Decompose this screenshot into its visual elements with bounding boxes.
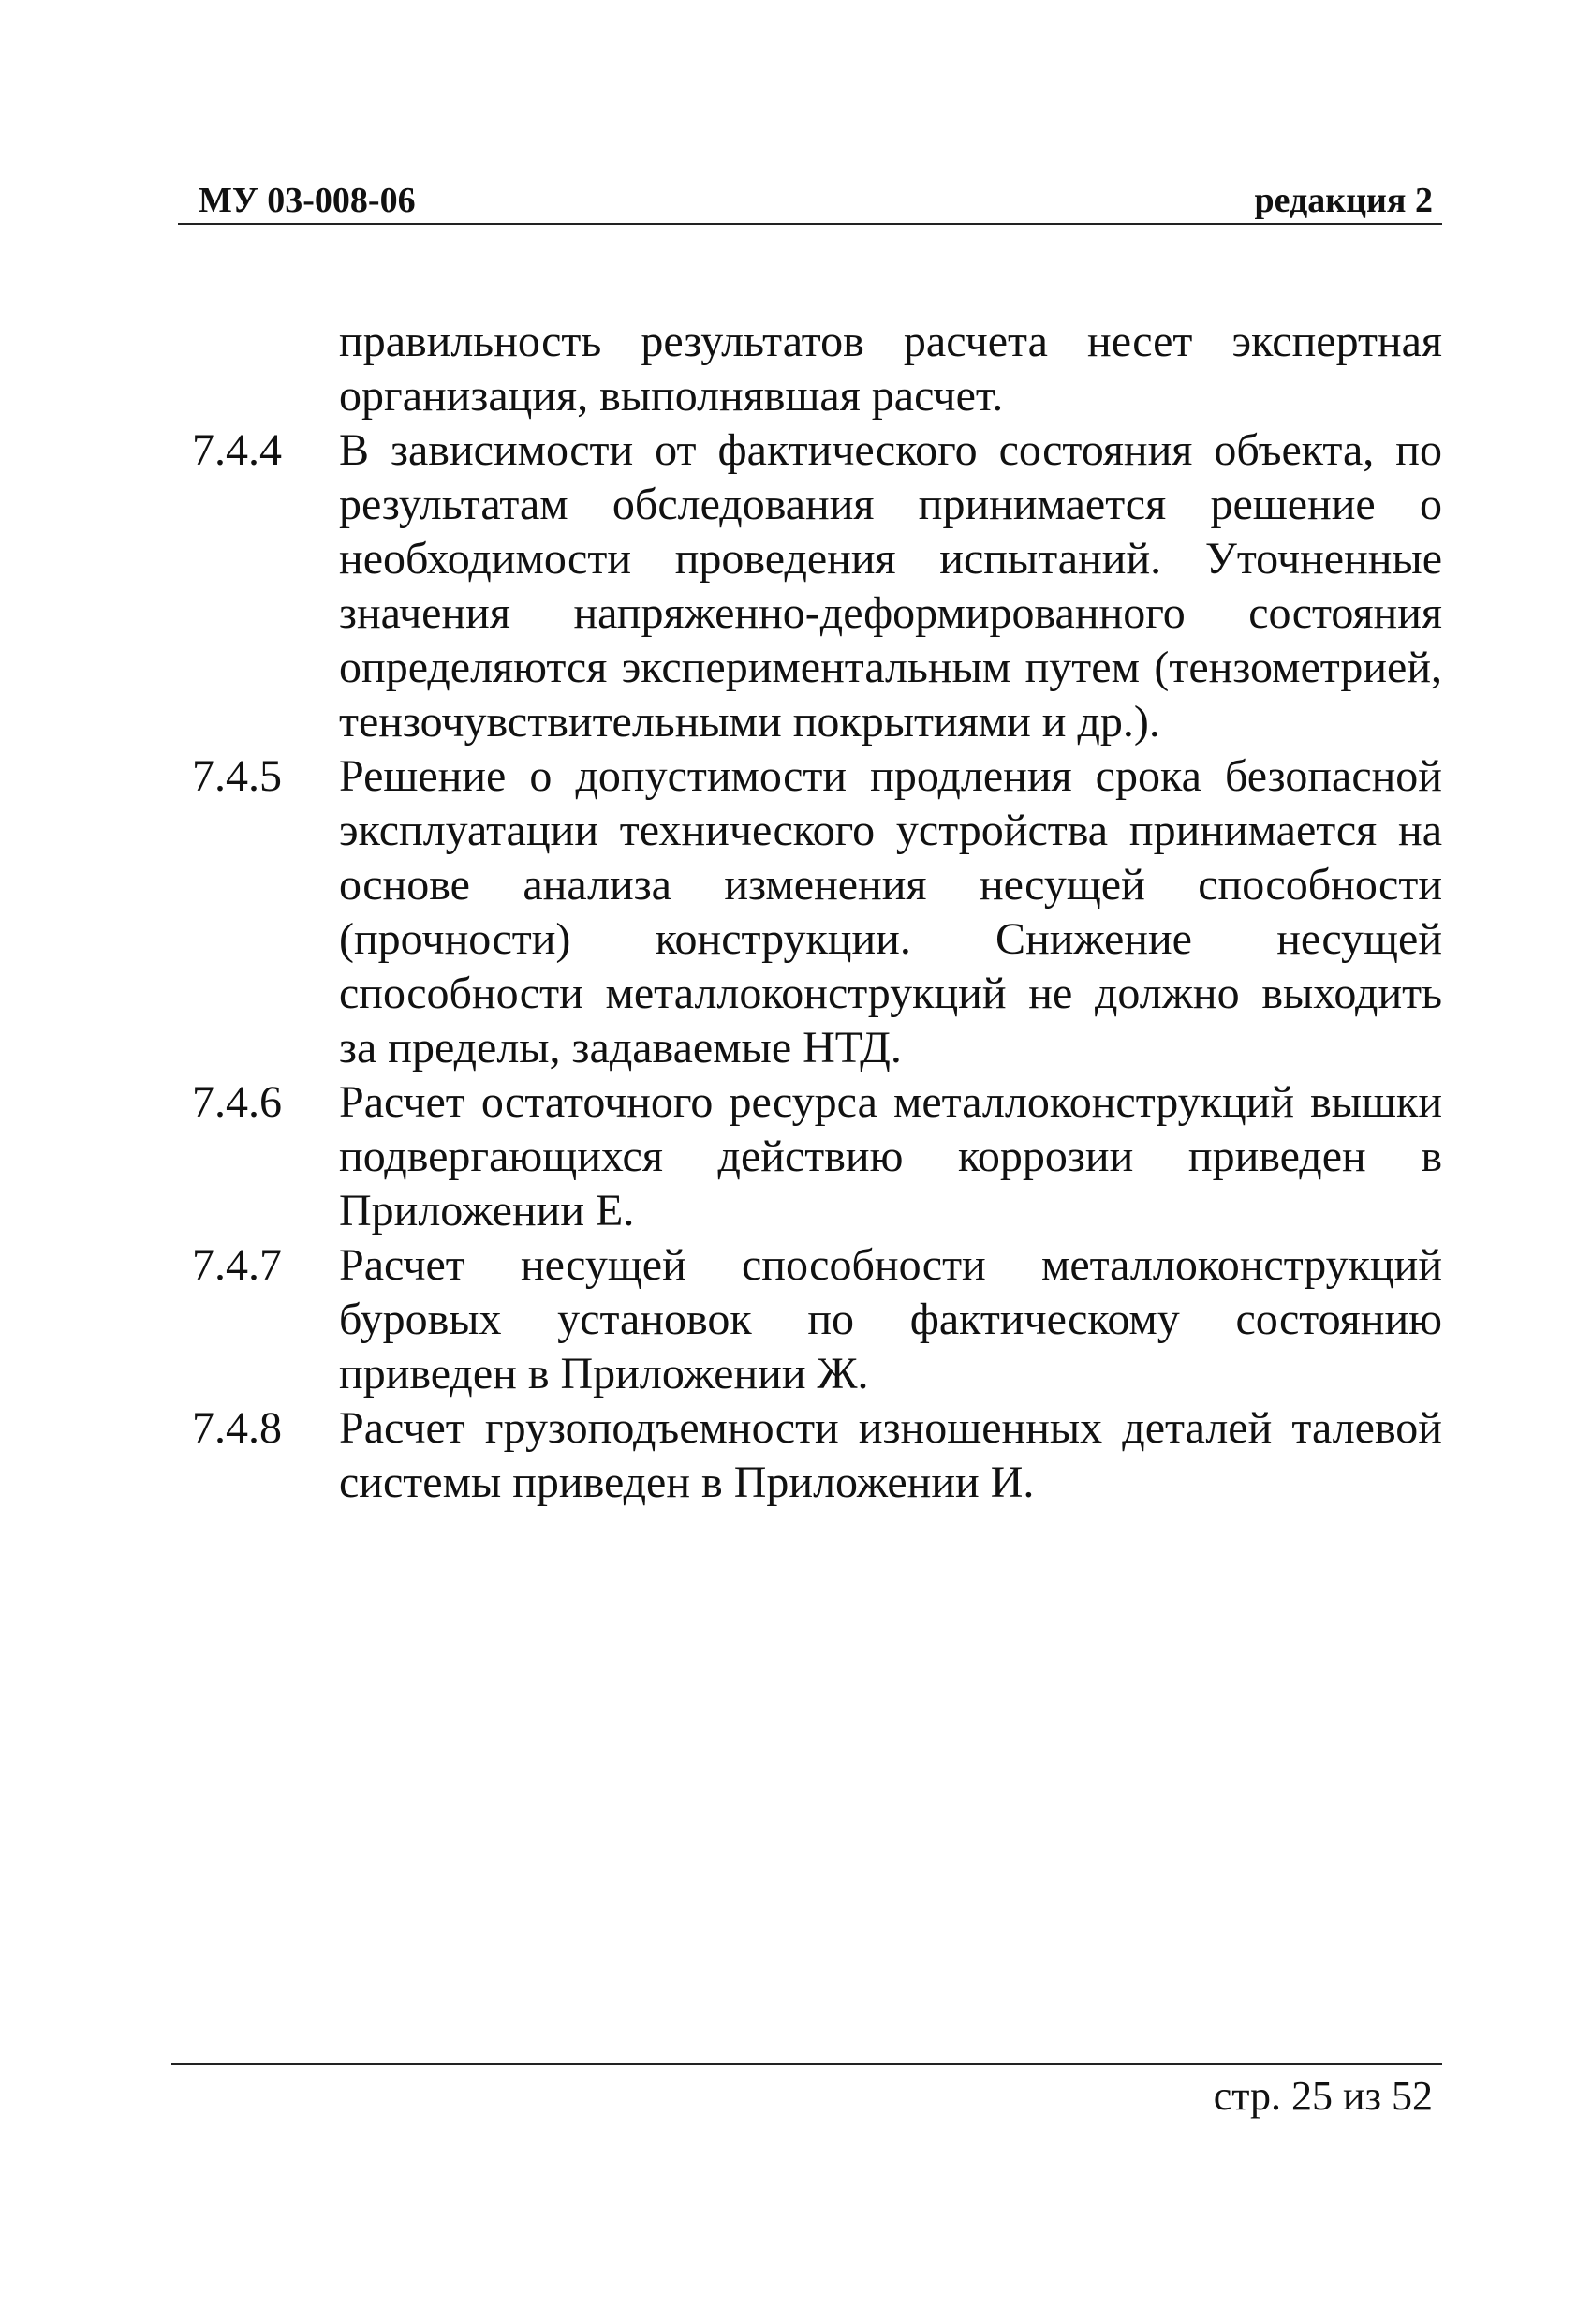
section-text: Расчет остаточного ресурса металлоконструкций вышки подвергающихся действию коррозии приведен в Приложении Е. bbox=[339, 1077, 1442, 1236]
edition-label: редакция 2 bbox=[1254, 181, 1433, 220]
page-number: стр. 25 из 52 bbox=[1213, 2073, 1433, 2119]
page-header bbox=[178, 178, 1442, 225]
section-number: 7.4.7 bbox=[192, 1240, 282, 1290]
intro-paragraph bbox=[192, 315, 1442, 423]
section-text: Расчет несущей способности металлоконструкций буровых установок по фактическому состоянию приведен в Приложении Ж. bbox=[339, 1240, 1442, 1399]
section-number: 7.4.6 bbox=[192, 1077, 282, 1127]
section-7-4-8 bbox=[192, 1401, 1442, 1510]
document-body bbox=[192, 315, 1442, 1510]
paragraph-text: правильность результатов расчета несет экспертная организация, выполнявшая расчет. bbox=[339, 317, 1442, 421]
section-text: Решение о допустимости продления срока безопасной эксплуатации технического устройства принимается на основе анализа изменения несущей способности (прочности) конструкции. Снижение несущей способности металлоконструкций не должно выходить за пределы, задаваемые НТД. bbox=[339, 751, 1442, 1073]
section-7-4-6 bbox=[192, 1075, 1442, 1238]
section-text: Расчет грузоподъемности изношенных деталей талевой системы приведен в Приложении И. bbox=[339, 1403, 1442, 1507]
section-number: 7.4.4 bbox=[192, 425, 282, 475]
section-number: 7.4.8 bbox=[192, 1403, 282, 1453]
footer-divider bbox=[171, 2063, 1442, 2065]
section-7-4-5 bbox=[192, 749, 1442, 1075]
section-7-4-7 bbox=[192, 1238, 1442, 1401]
section-number: 7.4.5 bbox=[192, 751, 282, 801]
document-code: МУ 03-008-06 bbox=[199, 181, 416, 220]
section-text: В зависимости от фактического состояния объекта, по результатам обследования принимается решение о необходимости проведения испытаний. Уточненные значения напряженно-деформированного состояния определяются экспериментальным путем (тензометрией, тензочувствительными покрытиями и др.). bbox=[339, 425, 1442, 747]
section-7-4-4 bbox=[192, 423, 1442, 749]
